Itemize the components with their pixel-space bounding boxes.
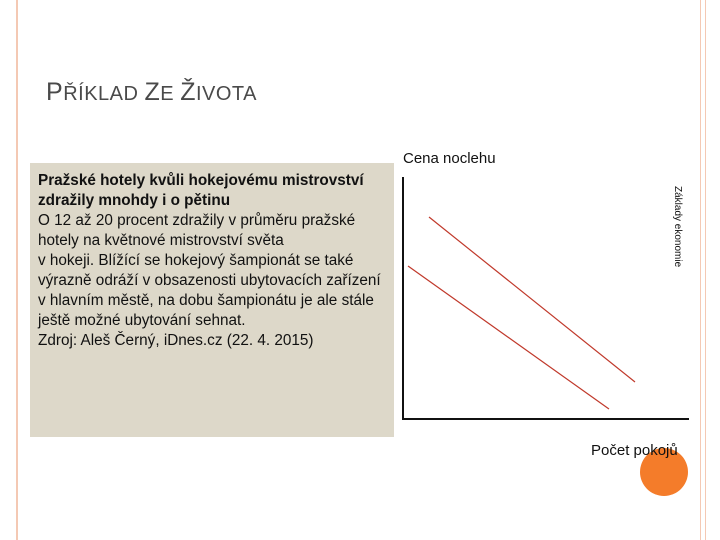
slide-title: PŘÍKLAD ZE ŽIVOTA	[46, 78, 257, 106]
article-paragraph-2: v hokeji. Blížící se hokejový šampionát se také výrazně odráží v obsazenosti ubytovacích zařízení v hlavním městě, na dobu šampionátu je ale stále ještě možné ubytování sehnat.	[38, 252, 381, 329]
y-axis-label: Cena noclehu	[403, 150, 496, 167]
side-course-label: Základy ekonomie	[672, 186, 683, 268]
article-headline: Pražské hotely kvůli hokejovému mistrovství zdražily mnohdy i o pětinu	[38, 172, 364, 209]
x-axis-label: Počet pokojů	[591, 442, 678, 459]
demand-line-upper	[429, 217, 635, 382]
article-paragraph-1: O 12 až 20 procent zdražily v průměru pražské hotely na květnové mistrovství světa	[38, 212, 356, 249]
article-source: Zdroj: Aleš Černý, iDnes.cz (22. 4. 2015)	[38, 332, 314, 349]
